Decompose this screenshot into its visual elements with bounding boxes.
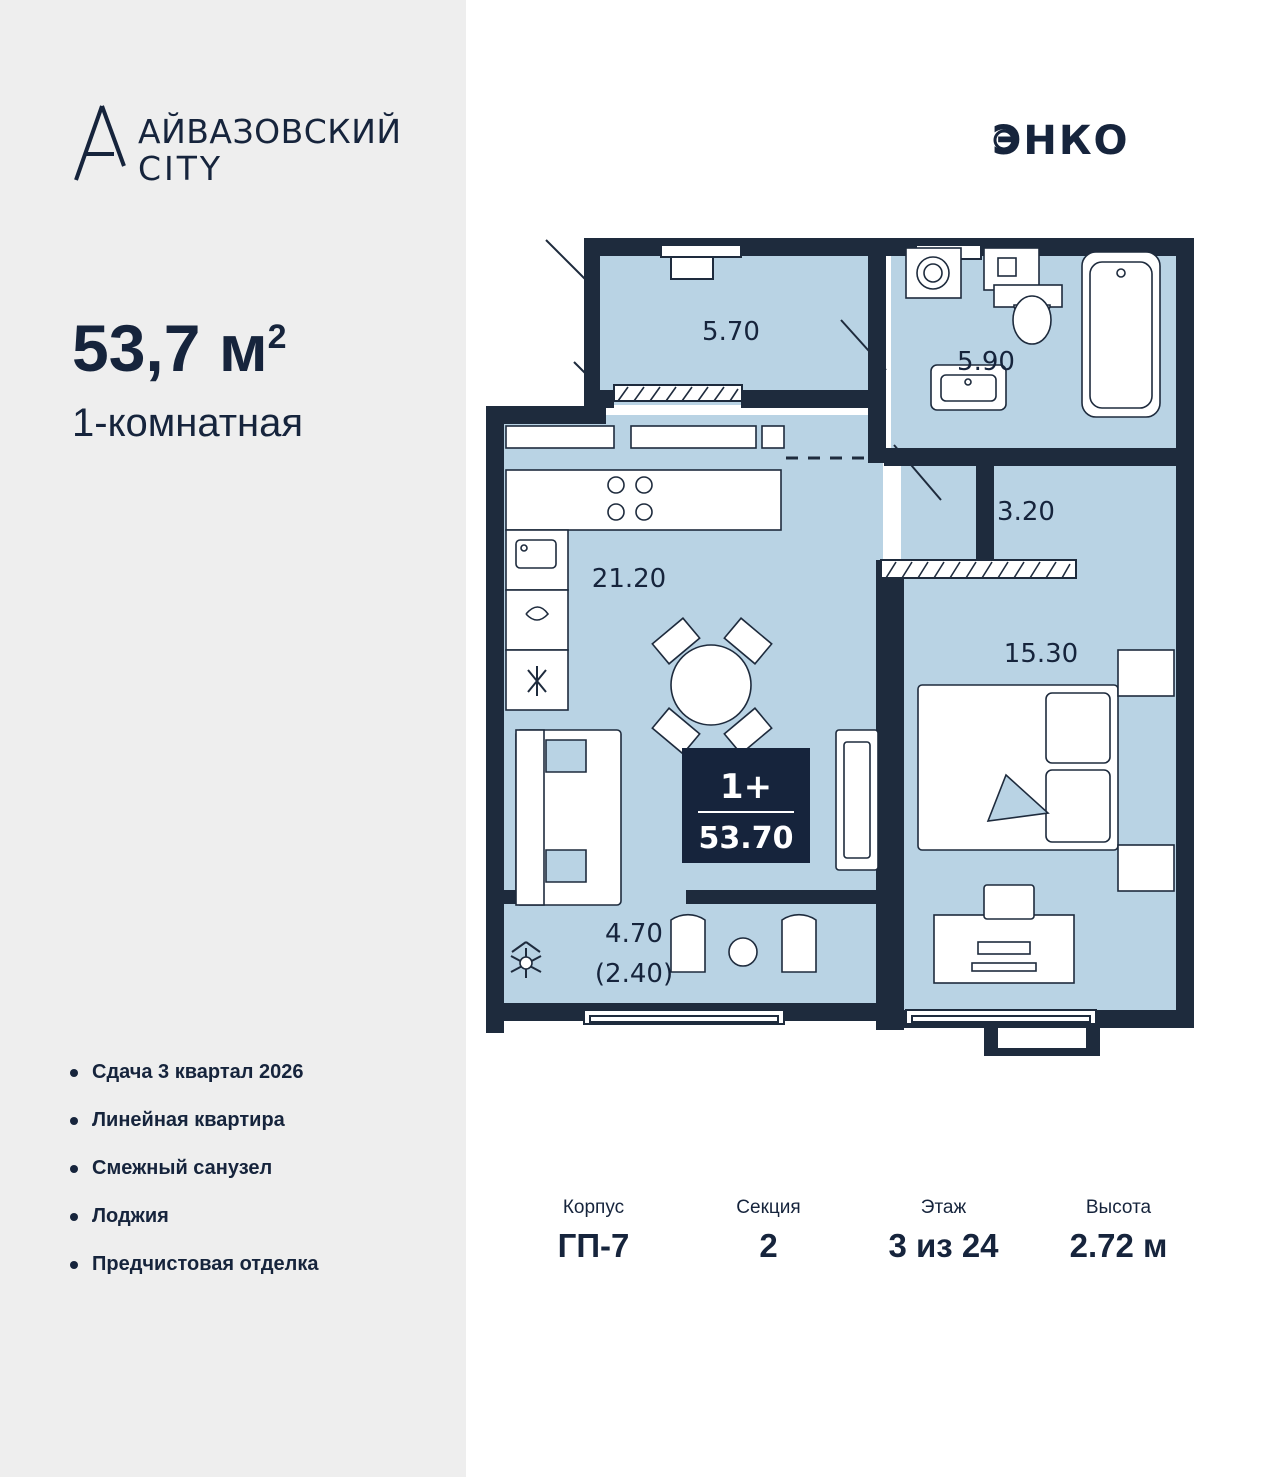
list-item [70,1058,318,1086]
apartment-area-unit-sup: 2 [267,318,287,356]
logo-text [138,104,402,188]
apartment-summary [72,300,303,453]
bullet-icon [70,1261,78,1269]
apartment-area-value: 53,7 [72,311,201,385]
badge-area: 53.70 [698,821,794,856]
spec-value: 2.72 м [1069,1227,1168,1264]
apartment-type-badge [682,748,810,863]
developer-logo-icon [992,118,1202,166]
apartment-area-unit: м [218,311,268,385]
list-item [70,1250,318,1278]
spec-value: ГП-7 [557,1227,630,1264]
spec-value: 2 [759,1227,778,1264]
floorplan-panel [466,0,1280,1477]
complex-logo [72,104,402,188]
bullet-icon [70,1165,78,1173]
list-item [70,1154,318,1182]
floorplan-drawing [486,230,1246,1090]
spec-value: 3 из 24 [888,1227,999,1264]
features-list [70,1058,318,1298]
badge-type: 1+ [719,767,773,807]
apartment-rooms: 1-комнатная [72,401,304,445]
feature-label: Сдача 3 квартал 2026 [92,1061,304,1083]
bullet-icon [70,1069,78,1077]
spec-height [1031,1195,1206,1268]
bullet-icon [70,1213,78,1221]
tv-cabinet-furniture [836,730,878,870]
spec-label: Высота [1085,1197,1152,1218]
specs-row [506,1195,1206,1268]
complex-name-line2: CITY [138,149,224,188]
feature-label: Лоджия [92,1205,169,1227]
complex-name-line1: АЙВАЗОВСКИЙ [138,112,402,151]
feature-label: Смежный санузел [92,1157,273,1179]
sofa-furniture [516,730,621,905]
info-sidebar [0,0,466,1477]
living-kitchen-area-label: 21.20 [591,564,667,594]
hall-area-label: 4.70 [605,919,663,949]
developer-name: ЭНКО [992,118,1130,164]
bullet-icon [70,1117,78,1125]
loggia-area-label: 5.70 [702,317,760,347]
spec-section [681,1195,856,1268]
logo-mark-icon [72,104,128,182]
bedroom-area-label: 15.30 [1003,639,1079,669]
feature-label: Предчистовая отделка [92,1253,319,1275]
list-item [70,1106,318,1134]
apartment-area [72,300,303,385]
spec-label: Корпус [562,1197,625,1218]
floorplan-svg [486,230,1246,1090]
feature-label: Линейная квартира [92,1109,285,1131]
bathroom-area-label: 5.90 [957,347,1015,377]
hall-secondary-area-label: (2.40) [594,959,674,989]
wardrobe-area-label: 3.20 [997,497,1055,527]
spec-label: Секция [736,1197,801,1218]
spec-building [506,1195,681,1268]
list-item [70,1202,318,1230]
spec-floor [856,1195,1031,1268]
spec-label: Этаж [920,1197,967,1218]
